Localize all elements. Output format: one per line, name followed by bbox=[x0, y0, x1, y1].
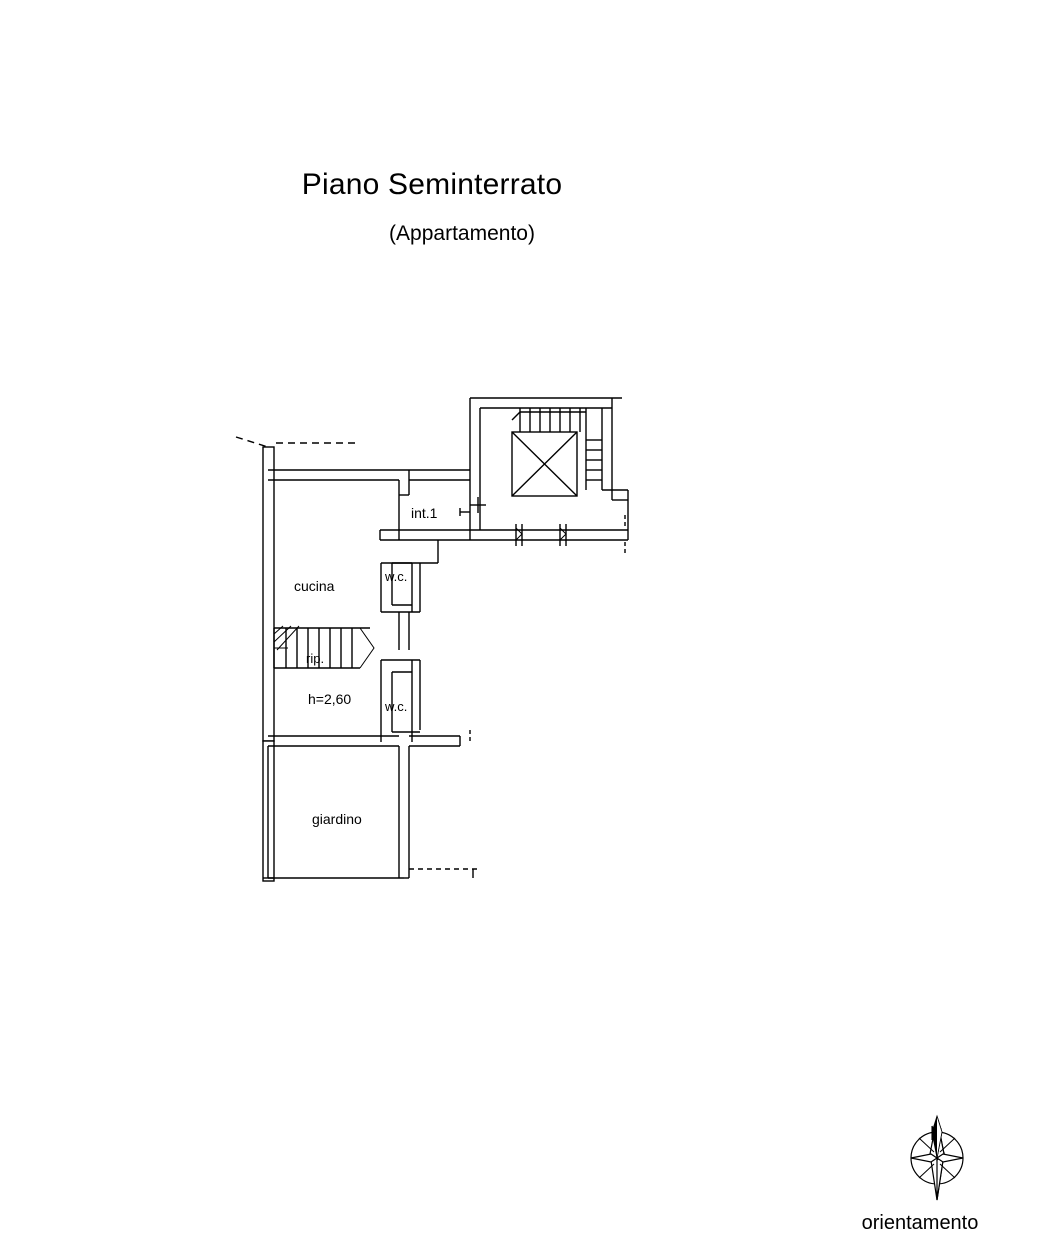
label-ceiling-height: h=2,60 bbox=[308, 691, 352, 707]
label-wc-upper: w.c. bbox=[385, 569, 408, 584]
compass-rose bbox=[884, 1108, 1004, 1203]
compass-label: orientamento bbox=[861, 1212, 979, 1234]
label-int1: int.1 bbox=[411, 505, 438, 521]
label-wc-lower: w.c. bbox=[385, 699, 408, 714]
page-subtitle: (Appartamento) bbox=[389, 222, 535, 245]
compass-rose-icon bbox=[884, 1108, 1004, 1203]
plan-labels bbox=[294, 505, 438, 827]
label-rip: rip. bbox=[306, 651, 325, 666]
label-giardino: giardino bbox=[312, 811, 362, 827]
label-cucina: cucina bbox=[294, 578, 335, 594]
page-title: Piano Seminterrato bbox=[301, 168, 563, 201]
plan-walls bbox=[236, 398, 628, 881]
